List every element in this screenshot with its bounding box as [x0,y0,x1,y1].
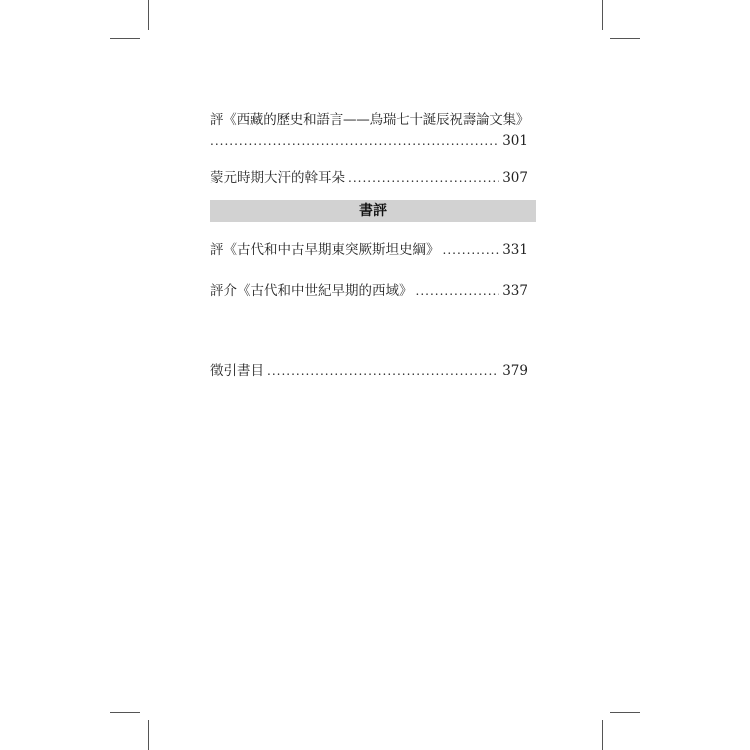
crop-mark-bottom-right-horizontal [610,712,640,713]
crop-mark-top-right-vertical [602,0,603,30]
toc-page-number: 331 [502,242,528,258]
toc-entry[interactable] [210,240,528,260]
toc-entry[interactable] [210,110,528,151]
toc-entry[interactable] [210,281,528,301]
toc-page-number: 301 [502,133,528,149]
toc-entry-leader-line [210,131,528,151]
crop-mark-bottom-left-horizontal [110,712,140,713]
dot-leader [416,281,500,301]
crop-mark-top-right-horizontal [610,38,640,39]
dot-leader [443,240,500,260]
toc-entry-title: 評《西藏的歷史和語言——烏瑞七十誕辰祝壽論文集》 [210,112,530,128]
dot-leader [267,361,499,381]
toc-entry-title: 評介《古代和中世紀早期的西域》 [210,283,413,299]
toc-page-number: 379 [502,363,528,379]
toc-entry[interactable] [210,168,528,188]
toc-entry-title: 評《古代和中古早期東突厥斯坦史綱》 [210,242,440,258]
toc-page-number: 307 [502,170,528,186]
dot-leader [348,168,499,188]
crop-mark-bottom-left-vertical [148,720,149,750]
toc-page-number: 337 [502,283,528,299]
crop-mark-bottom-right-vertical [602,720,603,750]
toc-entry-title: 蒙元時期大汗的斡耳朵 [210,170,345,186]
section-heading-book-reviews: 書評 [210,200,536,222]
crop-mark-top-left-vertical [148,0,149,30]
dot-leader [210,131,499,151]
toc-entry[interactable] [210,361,528,381]
toc-entry-title: 徵引書目 [210,363,264,379]
crop-mark-top-left-horizontal [110,38,140,39]
